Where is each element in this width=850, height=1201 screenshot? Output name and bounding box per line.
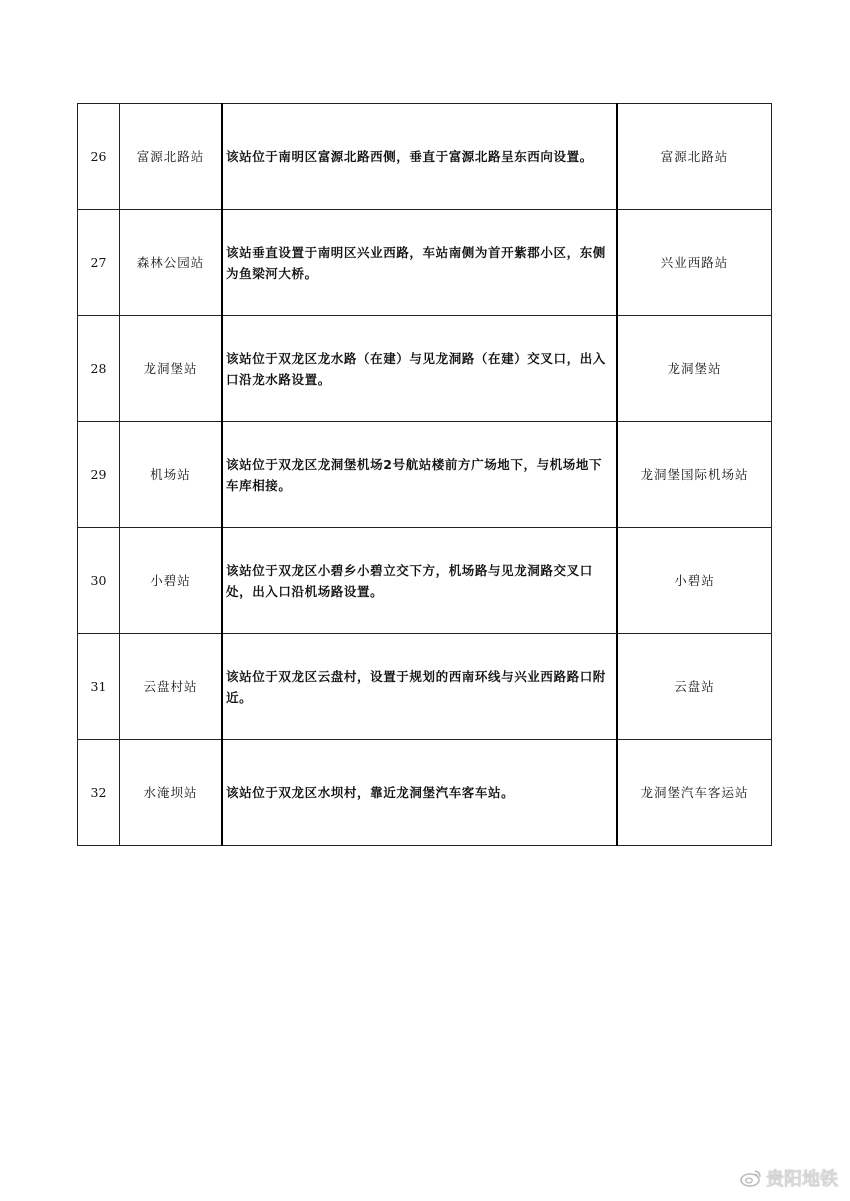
row-number: 26 xyxy=(78,104,120,210)
station-alias: 兴业西路站 xyxy=(617,210,772,316)
watermark xyxy=(740,1165,838,1191)
table-row xyxy=(78,316,772,422)
station-name: 森林公园站 xyxy=(120,210,223,316)
row-number: 31 xyxy=(78,634,120,740)
row-number: 27 xyxy=(78,210,120,316)
station-description: 该站位于双龙区龙水路（在建）与见龙洞路（在建）交叉口，出入口沿龙水路设置。 xyxy=(222,316,617,422)
station-alias: 龙洞堡汽车客运站 xyxy=(617,740,772,846)
station-name: 机场站 xyxy=(120,422,223,528)
station-name: 龙洞堡站 xyxy=(120,316,223,422)
row-number: 30 xyxy=(78,528,120,634)
station-description: 该站位于双龙区龙洞堡机场2号航站楼前方广场地下，与机场地下车库相接。 xyxy=(222,422,617,528)
station-name: 水淹坝站 xyxy=(120,740,223,846)
station-alias: 云盘站 xyxy=(617,634,772,740)
station-name: 富源北路站 xyxy=(120,104,223,210)
table-row xyxy=(78,210,772,316)
row-number: 32 xyxy=(78,740,120,846)
table-row xyxy=(78,104,772,210)
watermark-text: 贵阳地铁 xyxy=(766,1169,838,1190)
row-number: 29 xyxy=(78,422,120,528)
table-row xyxy=(78,740,772,846)
station-table xyxy=(77,103,772,846)
table-row xyxy=(78,634,772,740)
station-name: 云盘村站 xyxy=(120,634,223,740)
station-alias: 龙洞堡国际机场站 xyxy=(617,422,772,528)
station-description: 该站垂直设置于南明区兴业西路，车站南侧为首开紫郡小区，东侧为鱼梁河大桥。 xyxy=(222,210,617,316)
station-description: 该站位于双龙区小碧乡小碧立交下方，机场路与见龙洞路交叉口处，出入口沿机场路设置。 xyxy=(222,528,617,634)
table-row xyxy=(78,528,772,634)
weibo-icon xyxy=(740,1169,762,1187)
station-alias: 小碧站 xyxy=(617,528,772,634)
station-description: 该站位于双龙区水坝村，靠近龙洞堡汽车客车站。 xyxy=(222,740,617,846)
station-description: 该站位于双龙区云盘村，设置于规划的西南环线与兴业西路路口附近。 xyxy=(222,634,617,740)
station-table-body xyxy=(78,104,772,846)
table-row xyxy=(78,422,772,528)
station-alias: 龙洞堡站 xyxy=(617,316,772,422)
station-description: 该站位于南明区富源北路西侧，垂直于富源北路呈东西向设置。 xyxy=(222,104,617,210)
station-alias: 富源北路站 xyxy=(617,104,772,210)
row-number: 28 xyxy=(78,316,120,422)
station-name: 小碧站 xyxy=(120,528,223,634)
